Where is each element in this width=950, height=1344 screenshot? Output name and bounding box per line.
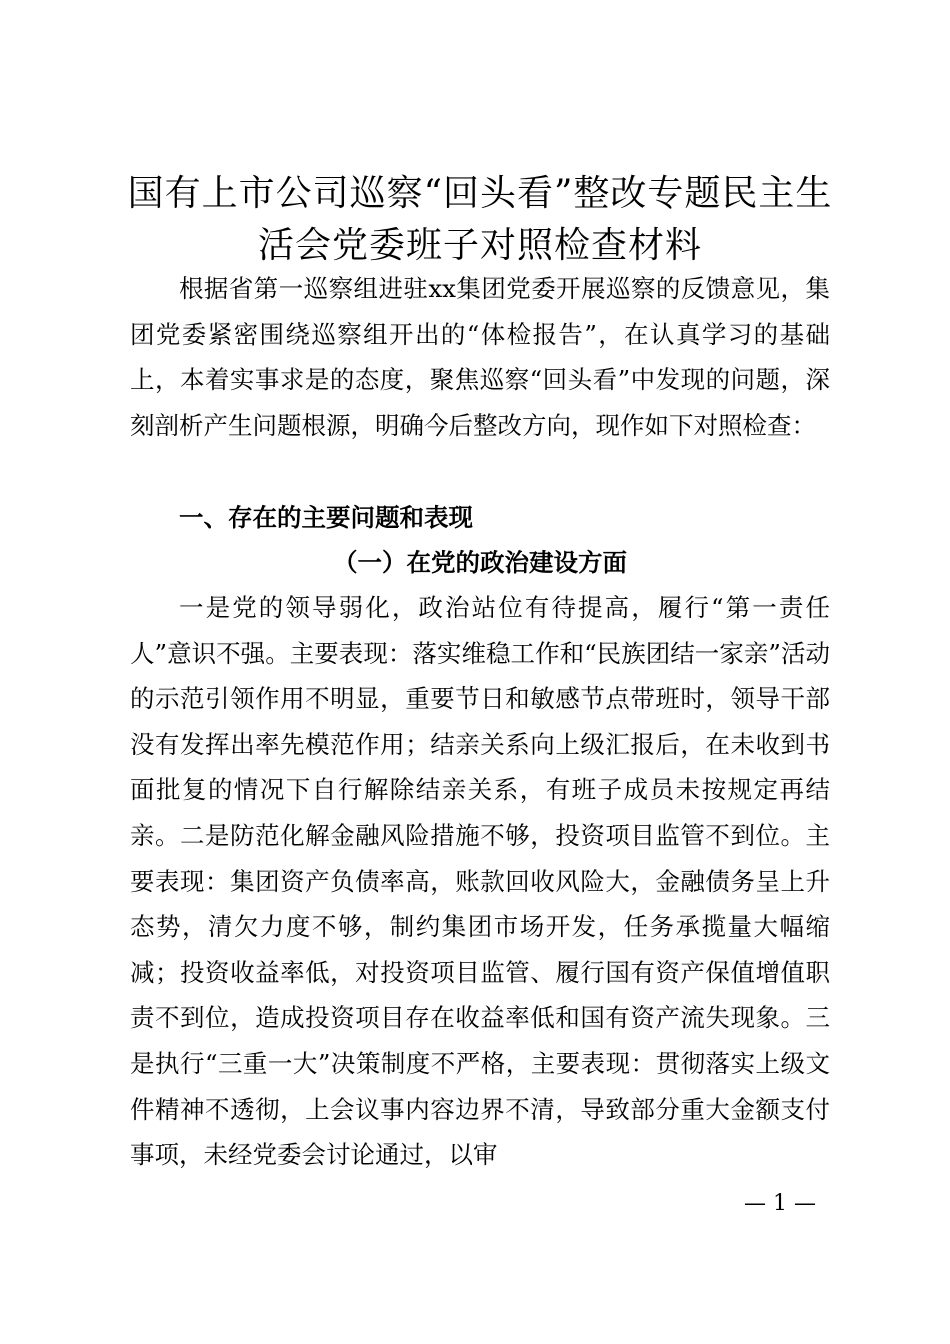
section-heading-1: 一、存在的主要问题和表现	[179, 503, 473, 532]
page-number: — 1 —	[744, 1191, 816, 1216]
subsection-heading-1: （一）在党的政治建设方面	[333, 548, 627, 577]
title-line-1: 国有上市公司巡察“回头看”整改专题民主生	[127, 173, 833, 214]
document-title	[110, 168, 850, 272]
title-line-2: 活会党委班子对照检查材料	[257, 225, 702, 266]
intro-paragraph: 根据省第一巡察组进驻xx集团党委开展巡察的反馈意见，集团党委紧密围绕巡察组开出的“体检报告”，在认真学习的基础上，本着实事求是的态度，聚焦巡察“回头看”中发现的问题，深刻剖析产生问题根源，明确今后整改方向，现作如下对照检查：	[130, 274, 830, 440]
body-paragraph-1: 一是党的领导弱化，政治站位有待提高，履行“第一责任人”意识不强。主要表现：落实维稳工作和“民族团结一家亲”活动的示范引领作用不明显，重要节日和敏感节点带班时，领导干部没有发挥出率先模范作用；结亲关系向上级汇报后，在未收到书面批复的情况下自行解除结亲关系，有班子成员未按规定再结亲。二是防范化解金融风险措施不够，投资项目监管不到位。主要表现：集团资产负债率高，账款回收风险大，金融债务呈上升态势，清欠力度不够，制约集团市场开发，任务承揽量大幅缩减；投资收益率低，对投资项目监管、履行国有资产保值增值职责不到位，造成投资项目存在收益率低和国有资产流失现象。三是执行“三重一大”决策制度不严格，主要表现：贯彻落实上级文件精神不透彻，上会议事内容边界不清，导致部分重大金额支付事项，未经党委会讨论通过，以审	[130, 593, 830, 1170]
